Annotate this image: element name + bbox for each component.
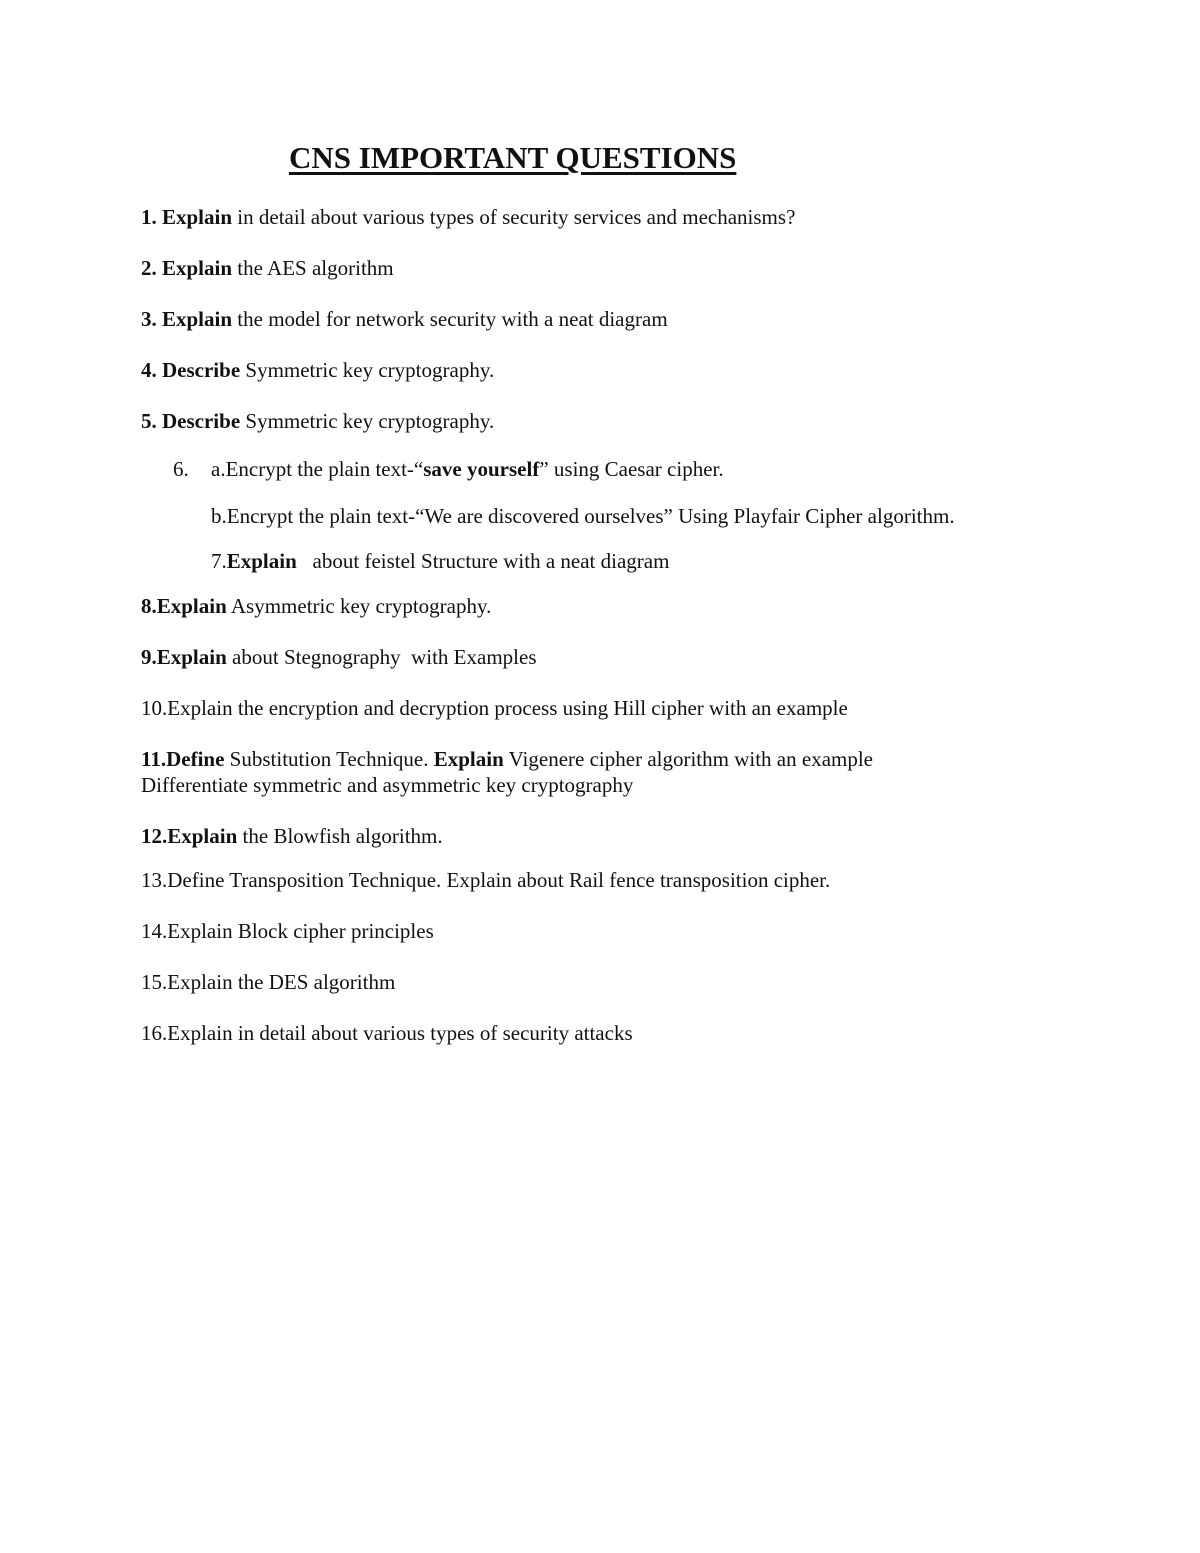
question-number: 4. <box>141 358 162 382</box>
question-plaintext: save yourself <box>423 457 540 481</box>
question-11 <box>141 746 873 772</box>
question-15: 15.Explain the DES algorithm <box>141 970 396 994</box>
question-2 <box>141 255 394 281</box>
question-verb: Define <box>166 747 225 771</box>
question-text: in detail about various types of security services and mechanisms? <box>232 205 796 229</box>
question-12 <box>141 823 443 849</box>
question-text: a.Encrypt the plain text-“ <box>211 457 424 481</box>
question-verb: Explain <box>162 307 233 331</box>
question-5 <box>141 408 494 434</box>
question-text: Substitution Technique. <box>224 747 434 771</box>
question-text: ” using Caesar cipher. <box>539 457 724 481</box>
question-number: 9. <box>141 645 157 669</box>
question-number: 2. <box>141 256 162 280</box>
question-10: 10.Explain the encryption and decryption process using Hill cipher with an example <box>141 696 848 720</box>
question-verb: Explain <box>226 549 297 573</box>
question-11-line-2: Differentiate symmetric and asymmetric key cryptography <box>141 773 634 797</box>
question-verb: Explain <box>156 645 227 669</box>
question-text: the AES algorithm <box>232 256 394 280</box>
question-6-part-b: b.Encrypt the plain text-“We are discovered ourselves” Using Playfair Cipher algorithm. <box>211 504 955 528</box>
question-3 <box>141 306 668 332</box>
question-9 <box>141 644 537 670</box>
question-number: 11. <box>141 747 167 771</box>
question-4 <box>141 357 494 383</box>
question-14: 14.Explain Block cipher principles <box>141 919 434 943</box>
question-text: Vigenere cipher algorithm with an example <box>503 747 874 771</box>
question-verb: Describe <box>162 409 241 433</box>
question-text: Asymmetric key cryptography. <box>226 594 492 618</box>
question-text: about feistel Structure with a neat diagram <box>296 549 670 573</box>
question-number: 5. <box>141 409 162 433</box>
question-8 <box>141 593 491 619</box>
question-7 <box>211 548 669 574</box>
question-16: 16.Explain in detail about various types of security attacks <box>141 1021 633 1045</box>
page-title: CNS IMPORTANT QUESTIONS <box>289 140 737 175</box>
question-text: Symmetric key cryptography. <box>240 409 495 433</box>
question-1 <box>141 204 795 230</box>
question-number: 12. <box>141 824 168 848</box>
question-text: about Stegnography with Examples <box>226 645 537 669</box>
question-verb: Explain <box>162 256 233 280</box>
question-6-part-a <box>173 456 724 482</box>
question-text: the model for network security with a neat diagram <box>232 307 668 331</box>
question-number: 8. <box>141 594 157 618</box>
question-13: 13.Define Transposition Technique. Explain about Rail fence transposition cipher. <box>141 868 831 892</box>
question-number: 6. <box>173 457 189 481</box>
question-verb: Explain <box>156 594 227 618</box>
question-verb: Explain <box>433 747 504 771</box>
question-number: 7. <box>211 549 227 573</box>
question-verb: Explain <box>162 205 233 229</box>
question-number: 3. <box>141 307 162 331</box>
question-number: 1. <box>141 205 162 229</box>
question-text: the Blowfish algorithm. <box>237 824 443 848</box>
question-verb: Explain <box>167 824 238 848</box>
question-text: Symmetric key cryptography. <box>240 358 495 382</box>
question-verb: Describe <box>162 358 241 382</box>
